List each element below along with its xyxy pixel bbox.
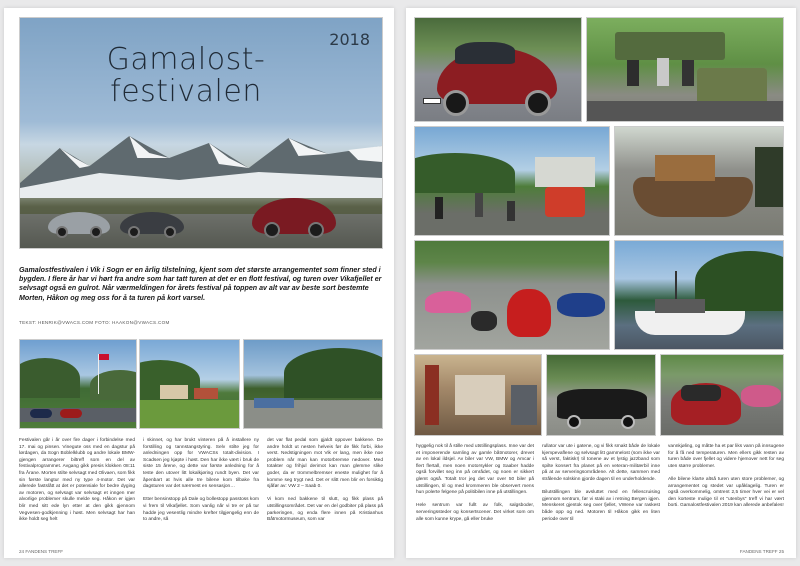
- red-beetle-car: [252, 198, 336, 234]
- photo-red-beetle-closeup: [414, 17, 582, 122]
- photo-black-classic-car: [546, 354, 656, 436]
- column-right-2: rullator var ute i gatene, og vi fikk smakt både de lokale kjempevaflene og selvsagt litt gammelost (som ikke var så verst, faktisk!) til tonene av et lystig jazzband som spilte konsert fra planet på en veteran-militærbil inne på at av serveringsområdene. Alt dette, sammen med strålende solskinn gjorde dagen til en underholdende. Bilutstillingen ble avsluttet med en fellescruising gjennom sentrum, før vi staki av i retning Bergen igjen. Menskeret gjentok seg over fjellet, VWene var raskest både opp og ned. Motoren til Håkon gikk en liten periode over til: [542, 444, 660, 522]
- column-right-1: hyggelig nok til å stille med utstillingsplass. Inne var det et imponerende samling av gamle båtmotorer, drevet av en lokal ildsjel. Av biler var VW, BMW og Amcar i flert flertall, men noen motorsykler og Saaber hadde også forvillet seg inn på området, og noen er sikkert glemt også. Totalt tror jeg det var over 50 biler på utstillingen, til og med krommeren ble observert mens hun polerte felgene på politibilen inne på utstillingen. Hele sentrum var fullt av folk, salgsboder, serveringssteder og konsertscener. Det virket som om alle som kunne krype, gå eller bruke: [416, 444, 534, 522]
- title-line-2: festivalen: [110, 74, 262, 109]
- photo-festival-crowd: [414, 126, 610, 236]
- column-left-1: Festivalen går i år over fire dager i forbindelse med 17. mai og pinsen. Vinegute oss med en dagstur på lørdagen, da Sogn Boblelklubb og andre lokale BMW-gjengen arrangerer biltreff som en del av festivalprogrammet. Avgang gikk presis klokken 08:11 fra Årane. Morten stilte selvsagt med Olivaen, som fikk sin første langtur med ny type 4-motor. Det var allerede fastslått at det er potensiale for bedre dyging av motoren, og selvsagt var selvsagt et inngen mer alvorlige problemer skulle melde seg. Håkon er igjen blir med sitt ede lyn etter at den gikk gjennom Vegvesen-godkjenning i høst. Men selvsagt har han ikke holdt seg helt: [19, 438, 135, 523]
- title-line-1: Gamalost-: [106, 42, 266, 77]
- column-right-3: vannkjøling, og måtte ha et par liks vann på innsugene for å få ned temperaturen. Men ellers gikk resten av turen både over fjellet og videre hjemover nett for seg uten større problemer. Alle bilene klarte altså turen uten store problemer, og arrangementet og stedet var upåklagelig. Turen er også overkommelig, omtrent 2,5 timer hver vei er vel den korteste mulige til et "utenbys" treff vi har vært borti. Gamalostfestivalen 2019 kan allerede anbefales!: [668, 444, 784, 509]
- page-number-right: FANDENS TREFF 25: [739, 549, 784, 554]
- photo-boat-motor-museum: [414, 354, 542, 436]
- article-year: 2018: [329, 30, 370, 49]
- photo-village-lawn: [139, 339, 240, 429]
- photo-fjord-street: [243, 339, 383, 429]
- photo-parking-flags: [19, 339, 137, 429]
- article-lead: Gamalostfestivalen i Vik i Sogn er en årlig tilstelning, kjent som det største arrangementet som finner sted i bygden. I flere år har vi hørt fra andre som har tatt turen at det er en flott festival, og turen over Vikafjellet er selvsagt også en gulrot. Når værmeldingen for årets festival på toppen av alt var av beste sort bestemte Morten, Håkon og meg oss for å ta turen på kort varsel.: [19, 266, 382, 302]
- column-left-3: det var flat pedal som gjaldt oppover bakkene. De andre holdt ut nesten helveis før de fikk forbi, ikke verst. Nedstigningen mot Vik er lang, men ikke noe problem når man kan motorbremse nedover. Med totakter og frihjul derimot kan man glemme slike goder, da er trommelbremser eneste mulighet for å komme seg trygt ned. Det er slitt men blir en forsiktig sjåfør av: VW 2 – Saab 0. Vi kom ned bakkene til slutt, og fikk plass på utstillingsområdet. Det var en del godbiter på plass på parkeringen, og enda flere innen på Kristianhus Båtmotormuseum, som var: [267, 438, 383, 523]
- snowy-mountains-illustration: [20, 128, 382, 198]
- photo-red-beetle-rear: [660, 354, 784, 436]
- right-page: [406, 8, 796, 558]
- photo-boat-engine: [614, 126, 784, 236]
- photo-harbour-boat: [614, 240, 784, 350]
- photo-cars-parking-lot: [414, 240, 610, 350]
- column-left-2: i skinnet, og har brukt vinteren på å installere ny forstilling og tannstangstyring. Selv stilte jeg for anledningen opp for VWACSs totalt-division. I Scadsen jeg kjøpte i høst. Den har ikke vært i bruk de siste 15 årene, og dette var første anledning for å teste den utover litt lokalkjøring rundt byen. Det var åpenbart at hvis alle tre bilene kom tilbake fra dagsturen var det nærmest en sensasjon… Etter bensinstopp på Dale og bollestopp passtoss kom vi frem til Vikafjellet. Som vanlig når vi tre er på tur hadde jeg vesentlig mindre krefter tilgjengelig enn de to andre, så: [143, 438, 259, 523]
- article-title: [56, 44, 316, 108]
- left-page: [4, 8, 394, 558]
- hero-photo-gamalost: [19, 17, 383, 249]
- page-number-left: 24 FANDENS TREFF: [19, 549, 64, 554]
- article-credit: TEKST: HENRIK@VWACS.COM FOTO: HAAKON@VWACS.COM: [19, 320, 170, 325]
- photo-jazz-band-truck: [586, 17, 784, 122]
